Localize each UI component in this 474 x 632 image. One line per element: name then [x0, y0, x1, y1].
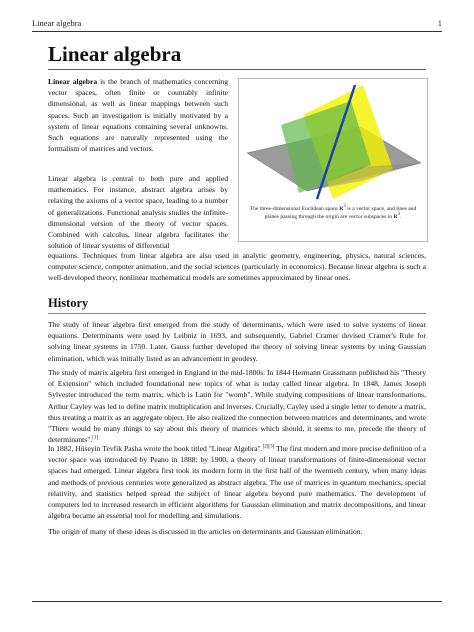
- header-rule: [32, 31, 442, 32]
- history-paragraph-3-start: In 1882, Hüseyin Tevfik Pasha wrote the book titled "Linear Algebra".: [48, 444, 263, 453]
- running-header: [32, 18, 442, 28]
- page-title: Linear algebra: [48, 42, 182, 66]
- history-paragraph-2-text: The study of matrix algebra first emerged in England in the mid-1800s. In 1844 Hermann Grassmann published his "Theory of Extension" which included foundational new topics of what is today called linear algebra. In 1848, James Joseph Sylvester introduced the term matrix, which is Latin for "womb". While studying compositions of linear transformations, Arthur Cayley was led to define matrix multiplication and inverses. Crucially, Cayley used a single letter to denote a matrix, thus treating a matrix as an aggregate object. He also realized the connection between matrices and determinants, and wrote "There would be many things to say about this theory of matrices which should, it seems to me, precede the theory of determinants".: [48, 368, 426, 445]
- title-rule: [48, 69, 426, 70]
- caption-part-2: is a vector space, and lines and planes passing through the origin are vector subspaces in: [264, 206, 417, 220]
- footer-rule: [32, 601, 442, 602]
- running-title: Linear algebra: [32, 18, 82, 28]
- intro-paragraph-1: [48, 76, 228, 154]
- history-heading: History: [48, 296, 89, 310]
- caption-r-symbol-2: R: [393, 214, 398, 220]
- history-paragraph-1: The study of linear algebra first emerged from the study of determinants, which were used to solve systems of linear equations. Determinants were used by Leibniz in 1693, and subsequently, Gabriel Cramer devised Cramer's Rule for solving linear systems in 1750. Later, Gauss further developed the theory of solving linear systems by using Gaussian elimination, which was initially listed as an advancement in geodesy.: [48, 320, 426, 363]
- citation-2-3[interactable]: [2][3]: [262, 444, 275, 450]
- figure-vector-space: [238, 78, 428, 242]
- intro-paragraph-2: Linear algebra is central to both pure and applied mathematics. For instance, abstract algebra arises by relaxing the axioms of a vector space, leading to a number of generalizations. Functional analysis studies the infinite-dimensional version of the theory of vector spaces. Combined with calculus, linear algebra facilitates the solution of linear systems of differential: [48, 174, 228, 251]
- caption-superscript: 3: [343, 204, 346, 210]
- history-paragraph-3: [48, 443, 426, 521]
- caption-superscript-2: 3: [397, 212, 400, 218]
- citation-1[interactable]: [1]: [92, 435, 99, 441]
- caption-r-symbol: R: [339, 206, 344, 212]
- intro-lead-term: Linear algebra: [48, 77, 98, 86]
- history-paragraph-3-text: The first modern and more precise definition of a vector space was introduced by Peano in 1888; by 1900, a theory of linear transformations of finite-dimensional vector spaces had emerged. Linear algebra first took its modern form in the first half of the twentieth century, when many ideas and methods of previous centuries were generalized as abstract algebra. The use of matrices in quantum mechanics, special relativity, and statistics helped spread the subject of linear algebra beyond pure mathematics. The development of computers led to increased research in efficient algorithms for Gaussian elimination and matrix decompositions, and linear algebra became an essential tool for modelling and simulations.: [48, 444, 426, 521]
- page-number: 1: [437, 18, 442, 28]
- history-paragraph-2: [48, 367, 426, 445]
- vector-subspace-illustration: [241, 81, 425, 203]
- caption-part-1: The three-dimensional Euclidean space: [249, 206, 340, 212]
- history-paragraph-4: The origin of many of these ideas is discussed in the articles on determinants and Gaussian elimination.: [48, 527, 363, 536]
- figure-caption: [245, 205, 421, 221]
- intro-paragraph-1-text: is the branch of mathematics concerning vector spaces, often finite or countably infinite dimensional, as well as linear mappings between such spaces. Such an investigation is initially motivated by a system of linear equations containing several unknowns. Such equations are naturally represented using the formalism of matrices and vectors.: [48, 77, 228, 154]
- caption-end: .: [399, 214, 402, 220]
- history-rule: [48, 313, 426, 314]
- intro-paragraph-2-continued: equations. Techniques from linear algebra are also used in analytic geometry, engineering, physics, natural sciences, computer science, computer animation, and the social sciences (particularly in economics). Because linear algebra is such a well-developed theory, nonlinear mathematical models are sometimes approximated by linear ones.: [48, 251, 426, 283]
